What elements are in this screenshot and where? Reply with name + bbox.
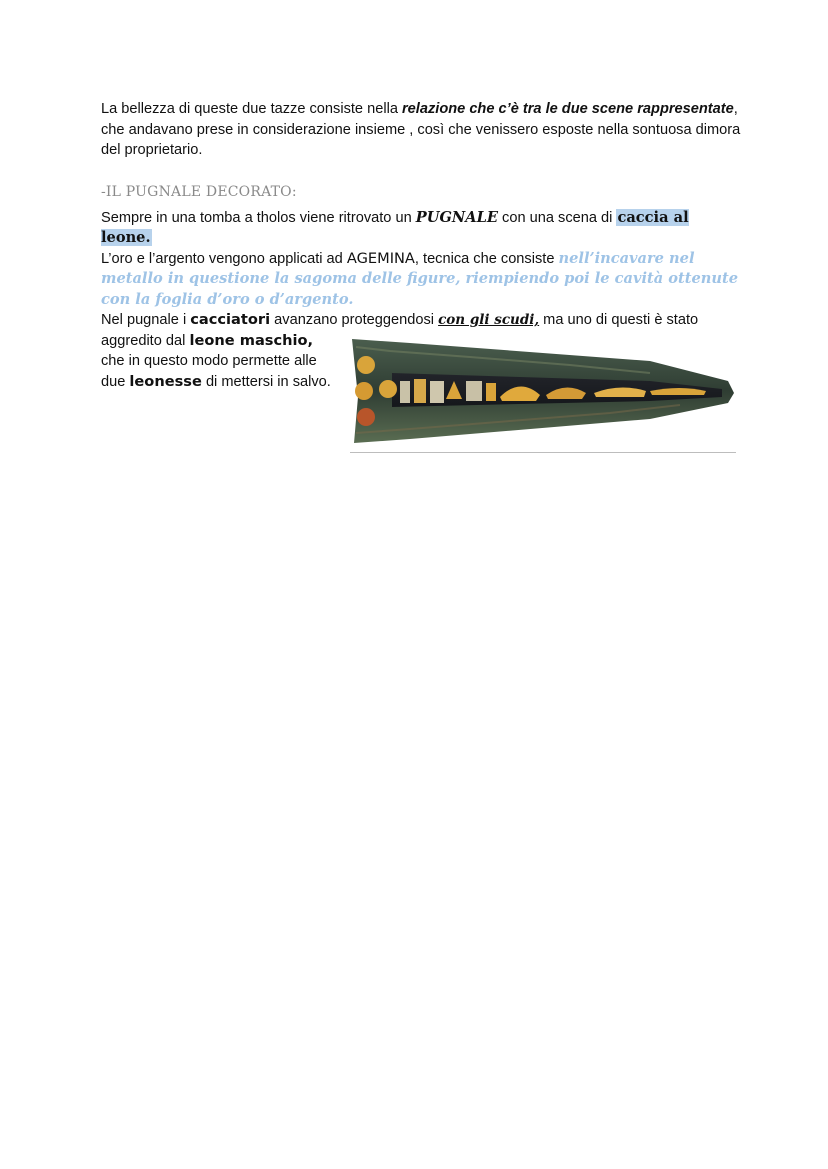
text: L’oro e l’argento vengono applicati ad [101,250,347,267]
text-image-block [101,331,741,461]
quote-text: nell’incavare nel metallo in questione la sagoma delle figure, riempiendo poi le cavità ottenute con la foglia d’oro o d’argento. [101,249,739,308]
paragraph-agemina [101,249,741,311]
term-text: AGEMINA [346,249,415,267]
emphasis-text: relazione che c’è tra le due scene rappresentate [402,101,734,117]
text: , che andavano prese in considerazione insieme , così che venissero esposte nella sontuosa dimora del proprietario. [101,101,741,158]
rivet-icon [357,356,375,374]
text: aggredito dal [101,332,190,349]
paragraph-tazze [101,99,741,161]
text: , tecnica che consiste [414,250,559,267]
text: ma uno di questi è stato [539,312,699,328]
text: due [101,373,130,390]
document-page [101,99,741,461]
dagger-image [350,337,736,447]
text: con una scena di [497,209,617,226]
emphasis-text: leonesse [129,372,202,390]
text: di mettersi in salvo. [201,373,331,390]
text: che in questo modo permette alle [101,353,317,369]
underlined-text: con gli scudi, [438,312,540,328]
dagger-photo [350,337,736,453]
emphasis-text: cacciatori [190,311,271,328]
rivet-icon [379,380,397,398]
text: Nel pugnale i [101,312,191,328]
rivet-icon [357,408,375,426]
emphasis-text: leone maschio, [189,331,314,349]
rivet-icon [355,382,373,400]
section-heading: -IL PUGNALE DECORATO: [101,183,297,200]
text: avanzano proteggendosi [270,312,439,328]
emphasis-text: PUGNALE [415,208,498,226]
image-baseline [350,452,736,453]
paragraph-pugnale [101,208,741,249]
text: Sempre in una tomba a tholos viene ritrovato un [101,209,416,226]
paragraph-leone [101,331,351,393]
text: La bellezza di queste due tazze consiste nella [101,101,402,117]
paragraph-cacciatori [101,310,741,331]
highlighted-text: caccia al leone. [101,208,689,246]
